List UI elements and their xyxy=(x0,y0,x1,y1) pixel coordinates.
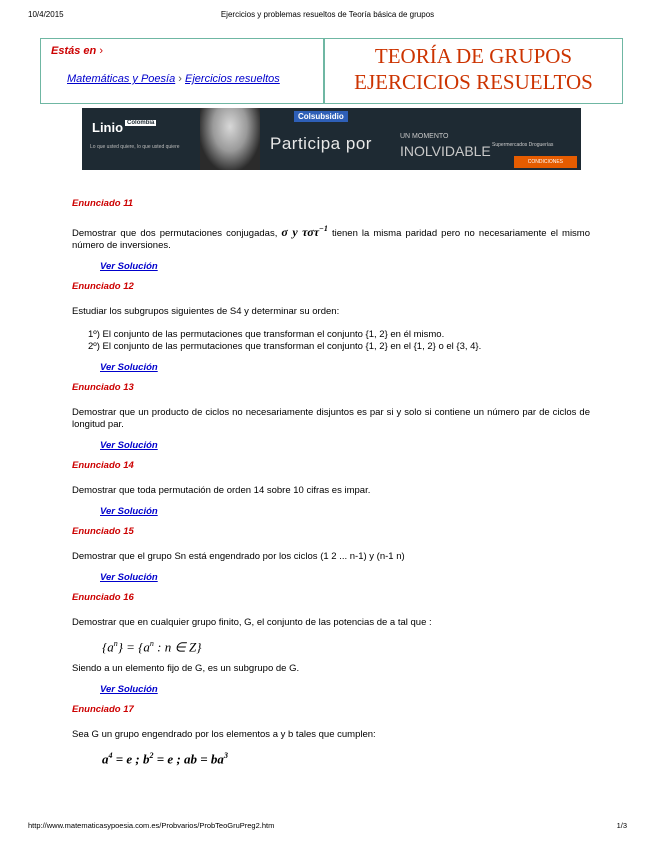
ver-solucion-link[interactable]: Ver Solución xyxy=(100,684,158,696)
banner-cta-button[interactable]: CONDICIONES xyxy=(514,156,577,168)
banner-slogan: Participa por xyxy=(270,134,372,153)
banner-brand: Colsubsidio xyxy=(294,111,348,122)
banner-promo: UN MOMENTO INOLVIDABLE xyxy=(400,133,491,159)
breadcrumb-separator-icon: › xyxy=(178,73,182,85)
breadcrumb xyxy=(40,38,324,104)
exercise-text: Estudiar los subgrupos siguientes de S4 y determinar su orden: xyxy=(72,306,340,317)
banner-person-image xyxy=(200,108,260,170)
ver-solucion-link[interactable]: Ver Solución xyxy=(100,261,158,272)
inline-formula: σ y τστ$^{-1}$ xyxy=(281,224,328,239)
exercise-heading: Enunciado 15 xyxy=(72,526,134,537)
list-item: 2º) El conjunto de las permutaciones que transforman el conjunto {1, 2} en el {1, 2} o el {3, 4}. xyxy=(88,341,482,352)
you-are-here-label: Estás en › xyxy=(51,45,103,57)
ver-solucion-link[interactable]: Ver Solución xyxy=(100,506,158,517)
print-url: http://www.matematicasypoesia.com.es/Probvarios/ProbTeoGruPreg2.htm xyxy=(28,821,275,830)
print-date: 10/4/2015 xyxy=(28,10,64,19)
exercise-heading: Enunciado 14 xyxy=(72,460,134,471)
print-document-title: Ejercicios y problemas resueltos de Teoría básica de grupos xyxy=(220,10,435,19)
page-title-line-1: TEORÍA DE GRUPOS xyxy=(374,44,573,68)
ver-solucion-link[interactable]: Ver Solución xyxy=(100,572,158,583)
page-title xyxy=(324,38,623,104)
breadcrumb-link-ejercicios[interactable]: Ejercicios resueltos xyxy=(185,73,280,85)
breadcrumb-link-matematicas[interactable]: Matemáticas y Poesía xyxy=(67,73,176,85)
exercise-heading: Enunciado 11 xyxy=(72,198,134,209)
exercise-text: Sea G un grupo engendrado por los elementos a y b tales que cumplen: xyxy=(72,729,376,741)
print-footer xyxy=(28,821,627,830)
exercise-heading: Enunciado 16 xyxy=(72,592,134,603)
exercise-item-list xyxy=(88,329,590,353)
ver-solucion-link[interactable]: Ver Solución xyxy=(100,440,158,451)
page-number: 1/3 xyxy=(616,821,627,830)
banner-stores: Supermercados Droguerías xyxy=(492,142,554,148)
chevron-right-icon: › xyxy=(99,45,103,57)
print-header xyxy=(28,10,627,22)
formula: $\{a^n\} = \{a^n$ : n ∈ Z} xyxy=(102,639,202,655)
list-item: 1º) El conjunto de las permutaciones que transforman el conjunto {1, 2} en él mismo. xyxy=(88,329,445,340)
banner-logo-subtitle: Lo que usted quiere, lo que usted quiere xyxy=(90,144,180,150)
exercise-text: Demostrar que toda permutación de orden 14 sobre 10 cifras es impar. xyxy=(72,485,371,496)
exercise-heading: Enunciado 12 xyxy=(72,281,134,292)
page-title-line-2: EJERCICIOS RESUELTOS xyxy=(354,70,593,94)
ver-solucion-link[interactable]: Ver Solución xyxy=(100,362,158,373)
exercise-heading: Enunciado 13 xyxy=(72,382,134,393)
exercise-text: Siendo a un elemento fijo de G, es un subgrupo de G. xyxy=(72,663,300,675)
banner-logo: Linio Colombia xyxy=(92,120,155,135)
exercise-text: Demostrar que en cualquier grupo finito, G, el conjunto de las potencias de a tal que : xyxy=(72,617,432,628)
exercise-text: Demostrar que dos permutaciones conjugadas, σ y τστ$^{-1}$ tienen la misma paridad pero no necesariamente el mismo número de inversiones. xyxy=(72,224,591,251)
exercise-text: Demostrar que un producto de ciclos no necesariamente disjuntos es par si y solo si contiene un número par de ciclos de longitud par. xyxy=(72,407,590,430)
advertisement-banner[interactable] xyxy=(82,108,581,170)
exercise-text: Demostrar que el grupo Sn está engendrado por los ciclos (1 2 ... n-1) y (n-1 n) xyxy=(72,551,405,562)
formula: $a^4 = e$ ; $b^2 = e$ ; ab = $ba^3$ xyxy=(102,751,228,767)
exercise-list xyxy=(72,198,590,768)
exercise-heading: Enunciado 17 xyxy=(72,704,134,716)
